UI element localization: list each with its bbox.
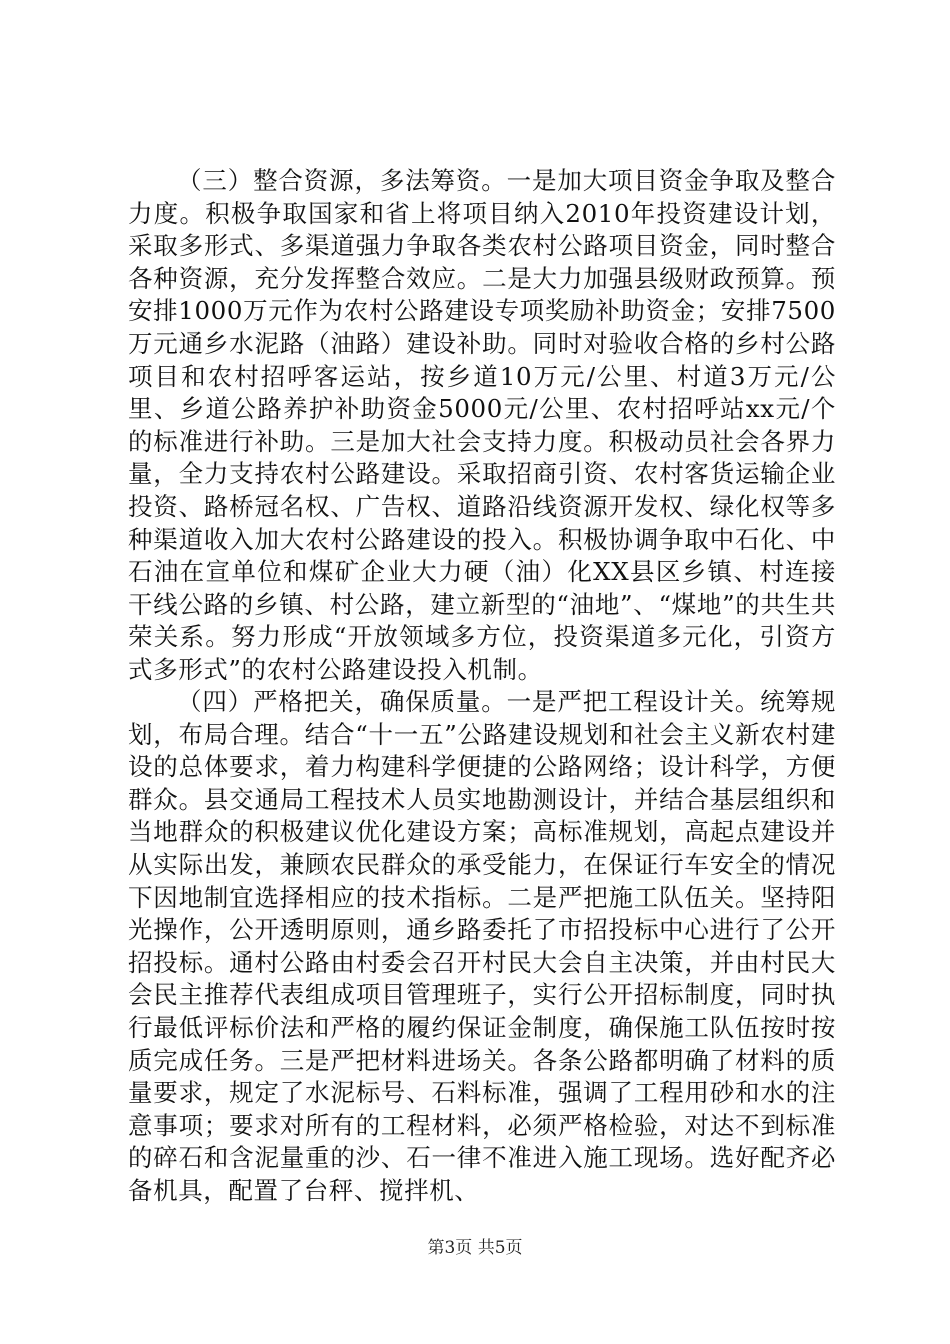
paragraph-quality: （四）严格把关，确保质量。一是严把工程设计关。统筹规划，布局合理。结合“十一五”公路建设规划和社会主义新农村建设的总体要求，着力构建科学便捷的公路网络；设计科学，方便群众。县交通局工程技术人员实地勘测设计，并结合基层组织和当地群众的积极建议优化建设方案；高标准规划，高起点建设并从实际出发，兼顾农民群众的承受能力，在保证行车安全的情况下因地制宜选择相应的技术指标。二是严把施工队伍关。坚持阳光操作，公开透明原则，通乡路委托了市招投标中心进行了公开招投标。通村公路由村委会召开村民大会自主决策，并由村民大会民主推荐代表组成项目管理班子，实行公开招标制度，同时执行最低评标价法和严格的履约保证金制度，确保施工队伍按时按质完成任务。三是严把材料进场关。各条公路都明确了材料的质量要求，规定了水泥标号、石料标准，强调了工程用砂和水的注意事项；要求对所有的工程材料，必须严格检验，对达不到标准的碎石和含泥量重的沙、石一律不准进入施工现场。选好配齐必备机具，配置了台秤、搅拌机、	[128, 687, 836, 1205]
page-number-footer: 第3页 共5页	[427, 1238, 523, 1258]
paragraph-funding: （三）整合资源，多法筹资。一是加大项目资金争取及整合力度。积极争取国家和省上将项目纳入2010年投资建设计划，采取多形式、多渠道强力争取各类农村公路项目资金，同时整合各种资源，充分发挥整合效应。二是大力加强县级财政预算。预安排1000万元作为农村公路建设专项奖励补助资金；安排7500万元通乡水泥路（油路）建设补助。同时对验收合格的乡村公路项目和农村招呼客运站，按乡道10万元/公里、村道3万元/公里、乡道公路养护补助资金5000元/公里、农村招呼站xx元/个的标准进行补助。三是加大社会支持力度。积极动员社会各界力量，全力支持农村公路建设。采取招商引资、农村客货运输企业投资、路桥冠名权、广告权、道路沿线资源开发权、绿化权等多种渠道收入加大农村公路建设的投入。积极协调争取中石化、中石油在宣单位和煤矿企业大力硬（油）化XX县区乡镇、村连接干线公路的乡镇、村公路，建立新型的“油地”、“煤地”的共生共荣关系。努力形成“开放领域多方位，投资渠道多元化，引资方式多形式”的农村公路建设投入机制。	[128, 166, 836, 684]
